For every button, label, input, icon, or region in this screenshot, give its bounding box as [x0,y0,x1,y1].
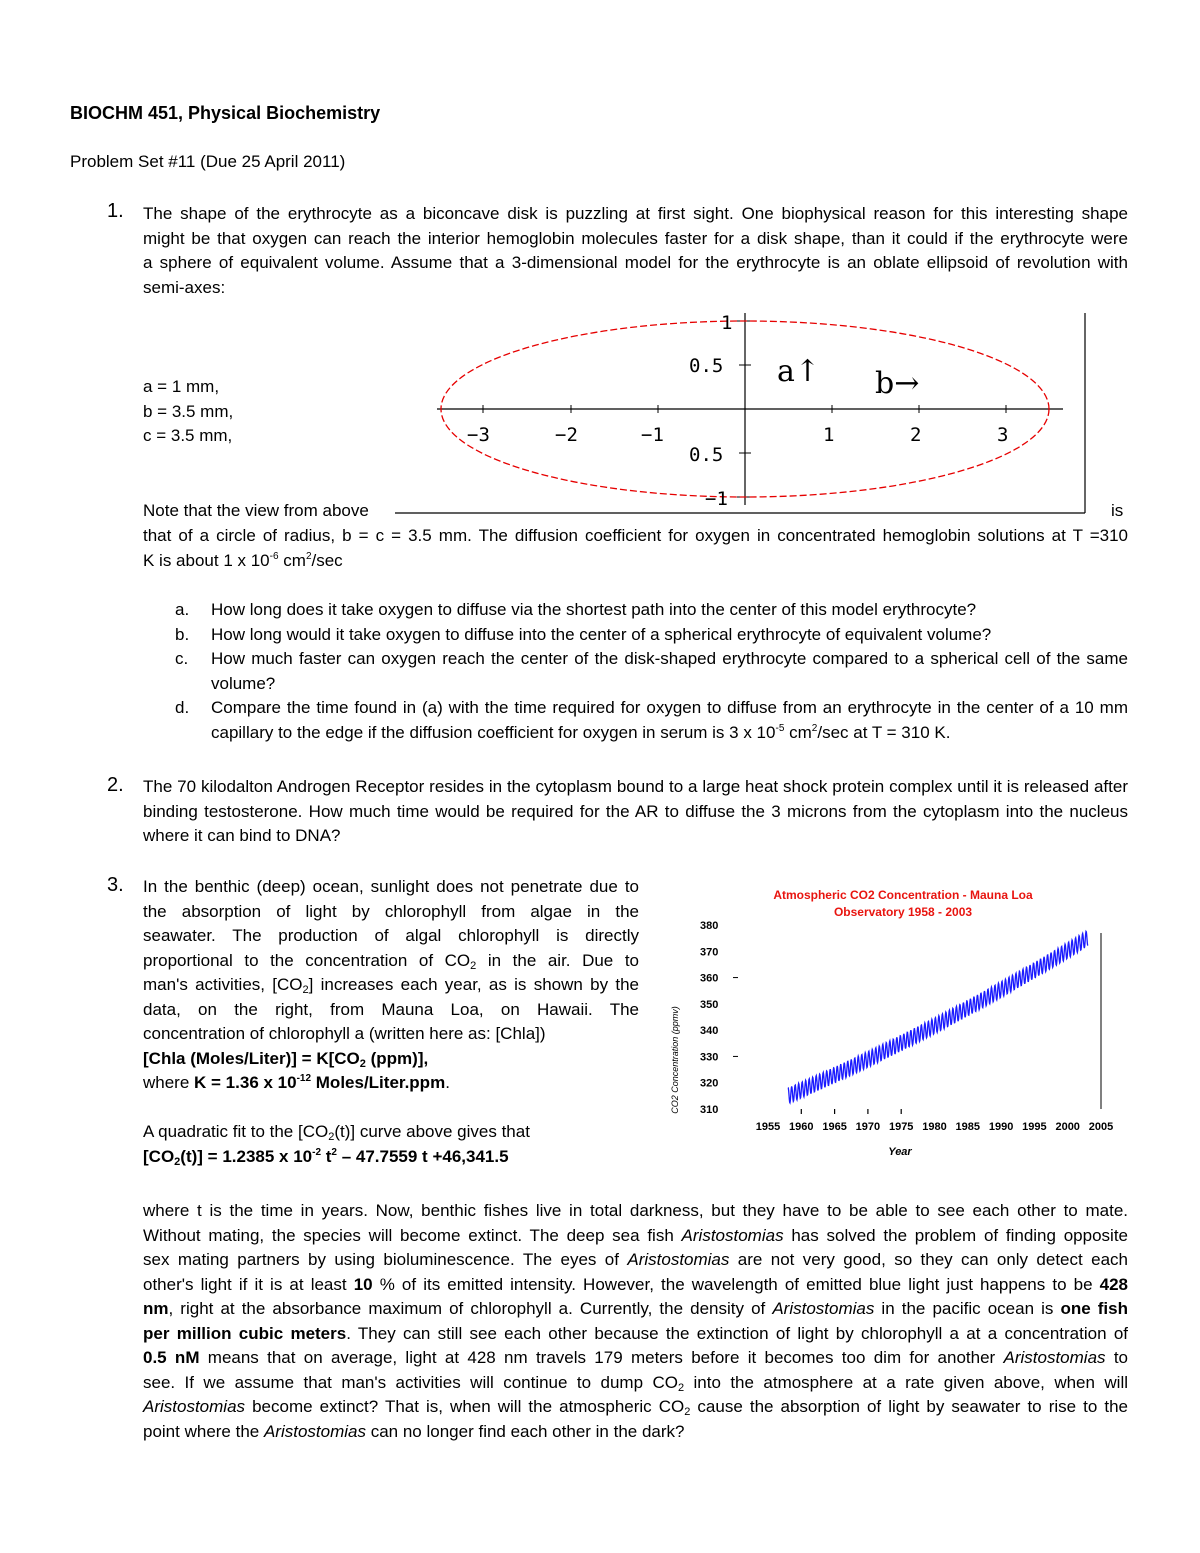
co2-series-line [788,931,1088,1102]
q1-subquestions [143,598,1128,745]
note-is: is [1111,501,1124,520]
q3-body-line: point where the Aristostomias can no longer find each other in the dark? [143,1421,685,1441]
q3-body-line: per million cubic meters. They can still see each other because the extinction of light by chlorophyll a at a concentration of [143,1323,1128,1343]
chart-x-tick-label: 1975 [888,1121,914,1133]
eq-text: Moles/Liter.ppm [311,1073,446,1092]
subquestion-unit: cm [784,722,812,742]
q3-body-line: other's light if it is at least 10 % of its emitted intensity. However, the wavelength of emitted blue light just happens to be 428 [143,1274,1128,1294]
x-tick-label: 3 [997,424,1009,446]
species-name: Aristostomias [143,1397,246,1416]
chart-y-tick-label: 350 [700,998,719,1011]
ellipsoid-plot [395,305,1095,517]
subquestion-text: How long would it take oxygen to diffuse into the center of a spherical erythrocyte of equivalent volume? [211,624,992,644]
superscript: -2 [312,1146,322,1158]
chart-x-tick-label: 1990 [988,1121,1014,1133]
subquestion [143,623,1128,648]
subscript: 2 [359,1057,366,1070]
x-tick-label: −3 [467,424,490,446]
co2-chart [660,882,1125,1162]
subquestion [143,647,1128,696]
eq-text: . [445,1073,450,1092]
chart-title-line-2: Observatory 1958 - 2003 [833,905,973,919]
q3-line-text: man's activities, [CO [143,975,303,994]
chla-equation [143,1047,639,1072]
fit-intro [143,1120,639,1145]
note-line-3-end: /sec [311,551,343,570]
q1-intro [143,202,1128,300]
q1-intro-line: a sphere of equivalent volume. Assume that a 3-dimensional model for the erythrocyte is an oblate ellipsoid of revolution with [143,253,1128,272]
eq-text: (t)] curve above gives that [334,1122,530,1141]
q3-line: seawater. The production of algal chlorophyll is directly [143,926,639,945]
y-tick-label: 1 [721,312,733,334]
species-name: Aristostomias [263,1421,366,1441]
emphasis: nm [143,1299,169,1318]
label-b-arrow: b→ [875,366,920,401]
q3-line: In the benthic (deep) ocean, sunlight does not penetrate due to [143,877,639,896]
note-line-3-text: K is about 1 x 10 [143,551,270,570]
superscript: -12 [296,1073,312,1084]
emphasis: 10 [353,1274,380,1294]
emphasis: 0.5 nM [143,1348,200,1367]
chart-y-tick-label: 340 [700,1025,719,1038]
chart-x-tick-label: 1970 [855,1121,881,1133]
q1-number: 1. [107,200,124,222]
chart-x-tick-label: 2000 [1055,1121,1080,1133]
subscript: 2 [684,1406,691,1418]
q3-body-line: where t is the time in years. Now, benthic fishes live in total darkness, but they have to be able to see each other to mate. [143,1201,1128,1220]
q3-line [143,973,639,998]
chart-x-tick-label: 1985 [955,1121,981,1133]
q1-intro-line: might be that oxygen can reach the interior hemoglobin molecules faster for a disk shape, than it could if the erythrocyte were [143,228,1128,248]
eq-text: A quadratic fit to the [CO [143,1122,329,1141]
chart-x-tick-label: 1955 [755,1121,781,1133]
y-tick-label: −1 [705,488,728,510]
chart-x-tick-label: 2005 [1088,1121,1114,1133]
chart-x-tick-label: 1980 [922,1121,947,1133]
subquestion-label: c. [175,649,189,668]
axis-a: a = 1 mm, [143,377,220,396]
q3-paragraph-2 [143,1199,1128,1444]
y-tick-label: 0.5 [689,355,724,377]
q3-body-line: see. If we assume that man's activities will continue to dump $CO_2$ into the atmosphere at a rate given above, when will [143,1372,1128,1394]
chart-y-tick-label: 360 [700,972,719,985]
subscript: 2 [470,959,477,972]
emphasis: 428 [1099,1274,1128,1294]
note-line-3-unit: cm [278,551,306,570]
q3-line-text: ] increases each year, as is shown by the [308,975,639,994]
emphasis: one fish [1060,1299,1128,1318]
eq-text: [CO [143,1146,175,1166]
x-tick-label: −1 [641,424,664,446]
chart-y-tick-label: 310 [700,1104,719,1116]
q1-intro-line: semi-axes: [143,277,226,297]
y-tick-label: 0.5 [689,444,724,466]
species-name: Aristostomias [681,1225,784,1245]
subquestion-label: b. [175,624,190,644]
q3-body-line: sex mating partners by using bioluminescence. The eyes of Aristostomias are not very good, so they can only detect each [143,1250,1128,1269]
q3-body-line: Aristostomias become extinct? That is, when will the atmospheric $CO_2$ cause the absorption of light by seawater to rise to the [143,1397,1128,1418]
note-line-2: that of a circle of radius, b = c = 3.5 mm. The diffusion coefficient for oxygen in concentrated hemoglobin solutions at T =310 [143,526,1128,545]
species-name: Aristostomias [772,1299,875,1318]
q3-body-line: nm, right at the absorbance maximum of chlorophyll a. Currently, the density of Aristostomias in the pacific ocean is one fish [143,1299,1128,1318]
chart-x-axis-label: Year [888,1146,912,1158]
q2-text: The 70 kilodalton Androgen Receptor resides in the cytoplasm bound to a large heat shock protein complex until it is released after binding testosterone. How much time would be required for the AR to diffuse the 3 microns from the cytoplasm into the nucleus where it can bind to DNA? [143,777,1128,845]
eq-text: t [321,1146,332,1166]
q3-body-line: 0.5 nM means that on average, light at 428 nm travels 179 meters before it becomes too dim for another Aristostomias to [143,1348,1129,1367]
semi-axes-list [143,375,233,449]
axis-c: c = 3.5 mm, [143,426,233,445]
k-constant [143,1071,639,1096]
eq-text: K = 1.36 x 10 [194,1073,297,1092]
axis-b: b = 3.5 mm, [143,401,234,421]
subscript: 2 [328,1131,335,1143]
note-line-3-exp: -6 [269,551,279,562]
superscript: 2 [331,1146,337,1158]
note-view-from-above: Note that the view from above [143,501,369,520]
chart-y-tick-label: 330 [700,1051,719,1064]
chart-x-tick-label: 1995 [1022,1121,1047,1133]
q2-number: 2. [107,774,124,796]
eq-text: where [143,1073,195,1092]
subquestion [143,598,1128,623]
q3-paragraph-1 [143,875,639,1169]
subquestion-label: d. [175,698,190,717]
q3-line: the absorption of light by chlorophyll from algae in the [143,901,639,921]
chart-y-tick-label: 380 [700,920,719,932]
x-tick-label: 2 [910,424,922,446]
species-name: Aristostomias [627,1250,730,1269]
q3-line-text: in the air. Due to [476,950,639,970]
x-tick-label: −2 [555,424,578,446]
subscript: 2 [174,1155,181,1168]
q3-line [143,949,639,974]
subquestion-exp2: 2 [811,722,818,734]
eq-text: – 47.7559 t +46,341.5 [336,1146,509,1166]
problem-set-title: Problem Set #11 (Due 25 April 2011) [70,152,346,171]
q3-line-text: proportional to the concentration of CO [143,950,471,970]
chart-y-tick-label: 320 [700,1077,719,1090]
subquestion-end: /sec at T = 310 K. [817,722,951,742]
note-line-3 [143,549,343,574]
q3-line: concentration of chlorophyll a (written here as: [Chla]) [143,1024,546,1043]
note-line-3-exp2: 2 [305,551,312,562]
q3-line: data, on the right, from Mauna Loa, on Hawaii. The [143,999,639,1019]
chart-x-tick-label: 1960 [789,1121,814,1133]
eq-text: [Chla (Moles/Liter)] = K[CO [143,1048,360,1068]
subquestion-exp: -5 [775,722,785,734]
x-tick-label: 1 [823,424,835,446]
subquestion-text: How much faster can oxygen reach the center of the disk-shaped erythrocyte compared to a spherical cell of the same volume? [211,649,1128,693]
subscript: 2 [302,984,309,996]
q3-number: 3. [107,874,124,896]
eq-text: (t)] = 1.2385 x 10 [180,1146,313,1166]
q3-body-line: Without mating, the species will become extinct. The deep sea fish Aristostomias has solved the problem of finding opposite [143,1225,1128,1245]
subquestion-label: a. [175,600,190,619]
chart-y-axis-label: CO2 Concentration (ppmv) [670,1006,680,1114]
course-title: BIOCHM 451, Physical Biochemistry [70,103,381,123]
eq-text: (ppm)], [365,1048,429,1068]
subscript: 2 [677,1381,685,1394]
chart-title-line-1: Atmospheric CO2 Concentration - Mauna Loa [773,888,1033,902]
fit-equation [143,1145,639,1170]
emphasis: per million cubic meters [143,1323,347,1343]
q1-intro-line: The shape of the erythrocyte as a biconcave disk is puzzling at first sight. One biophysical reason for this interesting shape [143,204,1128,223]
label-a-arrow: a↑ [777,354,821,389]
chart-x-tick-label: 1965 [822,1121,847,1133]
subquestion-text: How long does it take oxygen to diffuse via the shortest path into the center of this model erythrocyte? [211,600,977,619]
species-name: Aristostomias [1003,1348,1106,1367]
subquestion [143,696,1128,745]
subquestion-text: Compare the time found in (a) with the time required for oxygen to diffuse from an erythrocyte in the center of a 10 mm capillary to the edge if the diffusion coefficient for oxygen in serum is 3 x 10 [211,698,1128,742]
chart-y-tick-label: 370 [700,946,719,959]
